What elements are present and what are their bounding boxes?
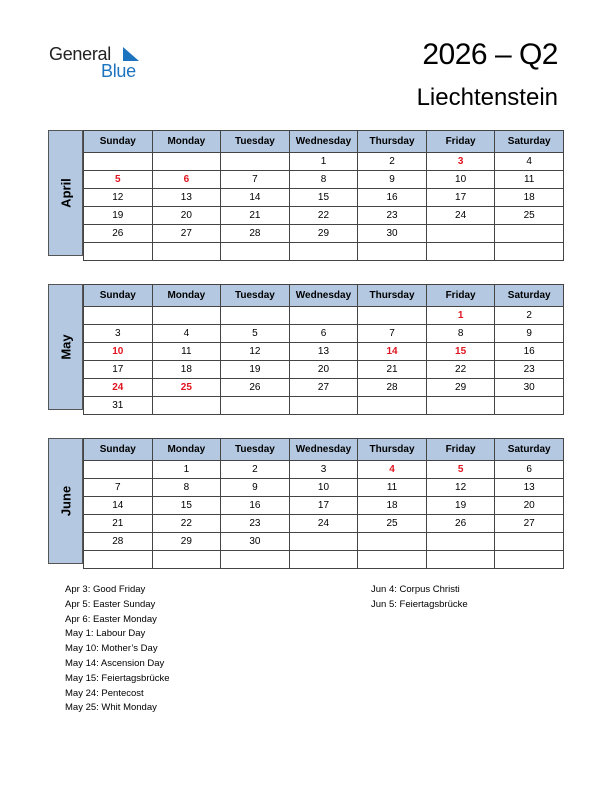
day-cell: 17 — [426, 189, 495, 207]
day-cell: 1 — [289, 153, 358, 171]
day-cell: 2 — [358, 153, 427, 171]
day-cell: 14 — [84, 497, 153, 515]
day-cell: 5 — [84, 171, 153, 189]
holiday-item: May 1: Labour Day — [65, 628, 146, 640]
holiday-item: May 15: Feiertagsbrücke — [65, 672, 170, 684]
day-cell: 25 — [152, 379, 221, 397]
week-row — [84, 533, 564, 551]
day-cell: 27 — [152, 225, 221, 243]
week-row — [84, 325, 564, 343]
day-cell: 17 — [84, 361, 153, 379]
week-row — [84, 361, 564, 379]
day-cell: 9 — [358, 171, 427, 189]
weekday-header: Tuesday — [221, 285, 290, 307]
day-cell — [152, 153, 221, 171]
day-cell: 29 — [289, 225, 358, 243]
day-cell: 6 — [152, 171, 221, 189]
day-cell: 6 — [289, 325, 358, 343]
week-row — [84, 189, 564, 207]
weekday-header: Wednesday — [289, 131, 358, 153]
day-cell: 11 — [358, 479, 427, 497]
week-row — [84, 515, 564, 533]
day-cell: 4 — [152, 325, 221, 343]
day-cell — [426, 397, 495, 415]
day-cell: 11 — [495, 171, 564, 189]
day-cell: 30 — [221, 533, 290, 551]
day-cell — [495, 533, 564, 551]
day-cell: 3 — [289, 461, 358, 479]
day-cell — [84, 307, 153, 325]
day-cell: 18 — [495, 189, 564, 207]
month-name: May — [58, 334, 73, 360]
day-cell: 26 — [221, 379, 290, 397]
day-cell: 7 — [84, 479, 153, 497]
weekday-header: Friday — [426, 285, 495, 307]
weekday-header: Tuesday — [221, 439, 290, 461]
calendar-table — [83, 284, 564, 415]
day-cell — [221, 397, 290, 415]
day-cell: 29 — [426, 379, 495, 397]
holiday-item: Jun 5: Feiertagsbrücke — [371, 598, 468, 610]
day-cell: 23 — [358, 207, 427, 225]
day-cell — [426, 243, 495, 261]
day-cell: 27 — [495, 515, 564, 533]
weekday-header: Saturday — [495, 285, 564, 307]
weekday-header: Saturday — [495, 131, 564, 153]
day-cell: 22 — [152, 515, 221, 533]
day-cell — [221, 307, 290, 325]
week-row — [84, 461, 564, 479]
day-cell: 13 — [289, 343, 358, 361]
day-cell — [84, 243, 153, 261]
day-cell: 16 — [221, 497, 290, 515]
logo-blue-text: Blue — [101, 61, 136, 81]
day-cell: 18 — [358, 497, 427, 515]
day-cell: 1 — [426, 307, 495, 325]
day-cell — [289, 397, 358, 415]
week-row — [84, 343, 564, 361]
day-cell: 9 — [495, 325, 564, 343]
weekday-header: Tuesday — [221, 131, 290, 153]
country-name: Liechtenstein — [416, 84, 558, 111]
day-cell: 13 — [152, 189, 221, 207]
day-cell — [426, 551, 495, 569]
logo — [49, 44, 149, 84]
day-cell — [84, 551, 153, 569]
weekday-header: Monday — [152, 285, 221, 307]
day-cell: 8 — [426, 325, 495, 343]
day-cell — [152, 551, 221, 569]
day-cell: 7 — [358, 325, 427, 343]
holiday-item: Apr 6: Easter Monday — [65, 613, 157, 625]
day-cell: 2 — [495, 307, 564, 325]
weekday-header: Sunday — [84, 439, 153, 461]
day-cell: 23 — [495, 361, 564, 379]
page-title: 2026 – Q2 — [422, 38, 558, 71]
day-cell: 26 — [426, 515, 495, 533]
day-cell: 28 — [358, 379, 427, 397]
day-cell: 5 — [426, 461, 495, 479]
day-cell: 29 — [152, 533, 221, 551]
day-cell: 13 — [495, 479, 564, 497]
week-row — [84, 171, 564, 189]
day-cell — [358, 243, 427, 261]
day-cell: 25 — [495, 207, 564, 225]
day-cell: 24 — [289, 515, 358, 533]
day-cell: 4 — [358, 461, 427, 479]
day-cell — [289, 533, 358, 551]
weekday-header-row — [84, 131, 564, 153]
holiday-item: Apr 5: Easter Sunday — [65, 598, 156, 610]
calendar-table — [83, 130, 564, 261]
week-row — [84, 225, 564, 243]
week-row — [84, 479, 564, 497]
holiday-list-left — [65, 583, 170, 716]
day-cell: 28 — [221, 225, 290, 243]
day-cell: 5 — [221, 325, 290, 343]
day-cell — [152, 397, 221, 415]
day-cell — [152, 243, 221, 261]
weekday-header: Wednesday — [289, 439, 358, 461]
day-cell — [358, 533, 427, 551]
week-row — [84, 497, 564, 515]
day-cell: 28 — [84, 533, 153, 551]
day-cell: 10 — [426, 171, 495, 189]
holiday-list-right — [371, 583, 468, 613]
day-cell: 20 — [289, 361, 358, 379]
day-cell: 19 — [426, 497, 495, 515]
day-cell: 19 — [221, 361, 290, 379]
month-name: June — [58, 485, 73, 517]
day-cell — [358, 397, 427, 415]
holiday-item: May 24: Pentecost — [65, 687, 144, 699]
day-cell — [289, 243, 358, 261]
day-cell: 21 — [84, 515, 153, 533]
holiday-item: May 25: Whit Monday — [65, 702, 157, 714]
day-cell: 3 — [84, 325, 153, 343]
day-cell: 21 — [221, 207, 290, 225]
week-row — [84, 379, 564, 397]
day-cell — [426, 533, 495, 551]
week-row — [84, 307, 564, 325]
week-row — [84, 243, 564, 261]
weekday-header: Thursday — [358, 285, 427, 307]
day-cell — [495, 551, 564, 569]
day-cell — [495, 397, 564, 415]
month-name: April — [58, 178, 73, 208]
day-cell: 7 — [221, 171, 290, 189]
logo-general-text: General — [49, 44, 111, 64]
day-cell — [84, 461, 153, 479]
weekday-header-row — [84, 285, 564, 307]
day-cell: 30 — [358, 225, 427, 243]
day-cell: 8 — [289, 171, 358, 189]
month-label — [48, 438, 83, 564]
day-cell: 16 — [495, 343, 564, 361]
day-cell: 8 — [152, 479, 221, 497]
day-cell — [84, 153, 153, 171]
day-cell: 15 — [289, 189, 358, 207]
day-cell: 24 — [426, 207, 495, 225]
calendar-table — [83, 438, 564, 569]
day-cell: 26 — [84, 225, 153, 243]
day-cell: 6 — [495, 461, 564, 479]
day-cell — [221, 243, 290, 261]
day-cell — [289, 307, 358, 325]
weekday-header: Friday — [426, 439, 495, 461]
holiday-item: Jun 4: Corpus Christi — [371, 584, 460, 595]
holiday-item: Apr 3: Good Friday — [65, 584, 146, 595]
weekday-header: Sunday — [84, 131, 153, 153]
day-cell: 21 — [358, 361, 427, 379]
holiday-item: May 14: Ascension Day — [65, 657, 165, 669]
day-cell: 12 — [221, 343, 290, 361]
day-cell: 20 — [495, 497, 564, 515]
day-cell: 4 — [495, 153, 564, 171]
day-cell: 17 — [289, 497, 358, 515]
day-cell: 9 — [221, 479, 290, 497]
day-cell: 25 — [358, 515, 427, 533]
day-cell: 22 — [289, 207, 358, 225]
day-cell — [358, 551, 427, 569]
day-cell: 14 — [221, 189, 290, 207]
day-cell: 30 — [495, 379, 564, 397]
day-cell — [495, 225, 564, 243]
weekday-header: Saturday — [495, 439, 564, 461]
day-cell — [358, 307, 427, 325]
day-cell: 12 — [426, 479, 495, 497]
day-cell — [221, 551, 290, 569]
day-cell — [152, 307, 221, 325]
day-cell: 12 — [84, 189, 153, 207]
month-label — [48, 130, 83, 256]
day-cell: 24 — [84, 379, 153, 397]
day-cell: 15 — [426, 343, 495, 361]
day-cell: 14 — [358, 343, 427, 361]
weekday-header-row — [84, 439, 564, 461]
day-cell: 2 — [221, 461, 290, 479]
weekday-header: Monday — [152, 131, 221, 153]
day-cell: 15 — [152, 497, 221, 515]
day-cell — [426, 225, 495, 243]
weekday-header: Friday — [426, 131, 495, 153]
holiday-item: May 10: Mother’s Day — [65, 643, 158, 655]
day-cell — [495, 243, 564, 261]
day-cell: 20 — [152, 207, 221, 225]
day-cell: 27 — [289, 379, 358, 397]
day-cell: 22 — [426, 361, 495, 379]
weekday-header: Wednesday — [289, 285, 358, 307]
day-cell: 10 — [84, 343, 153, 361]
week-row — [84, 153, 564, 171]
day-cell: 10 — [289, 479, 358, 497]
day-cell: 3 — [426, 153, 495, 171]
day-cell — [221, 153, 290, 171]
day-cell: 16 — [358, 189, 427, 207]
weekday-header: Sunday — [84, 285, 153, 307]
week-row — [84, 397, 564, 415]
day-cell: 1 — [152, 461, 221, 479]
day-cell — [289, 551, 358, 569]
weekday-header: Thursday — [358, 131, 427, 153]
month-label — [48, 284, 83, 410]
logo-flag-icon — [123, 47, 139, 61]
weekday-header: Monday — [152, 439, 221, 461]
day-cell: 23 — [221, 515, 290, 533]
week-row — [84, 551, 564, 569]
day-cell: 11 — [152, 343, 221, 361]
weekday-header: Thursday — [358, 439, 427, 461]
day-cell: 19 — [84, 207, 153, 225]
day-cell: 18 — [152, 361, 221, 379]
day-cell: 31 — [84, 397, 153, 415]
week-row — [84, 207, 564, 225]
